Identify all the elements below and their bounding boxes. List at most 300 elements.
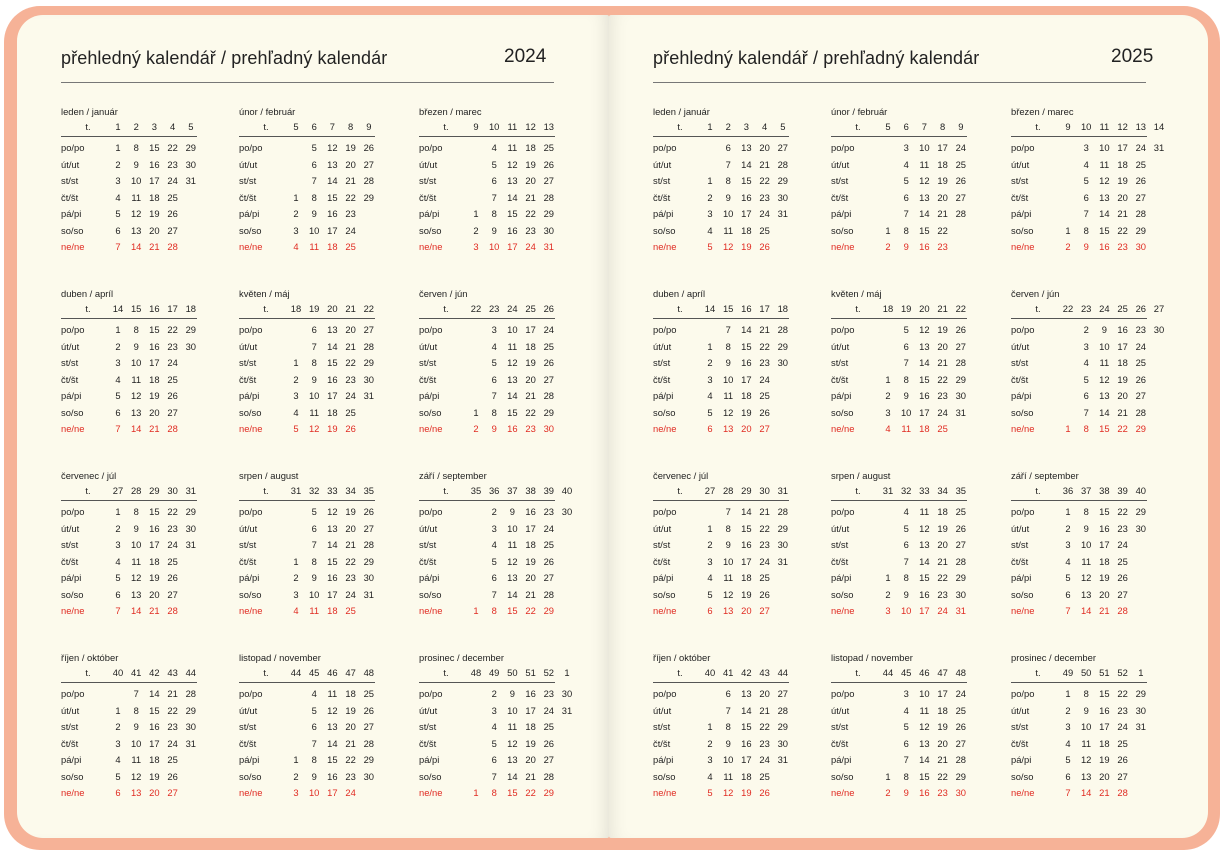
weekday-label: so/so [1011,224,1034,236]
day-number: 20 [525,754,536,765]
weekday-label: so/so [653,588,676,600]
weekday-row [419,324,579,337]
weekday-row [831,374,991,387]
day-number: 27 [363,721,375,732]
weekday-row [1011,423,1171,436]
weekday-row [1011,589,1171,602]
day-number: 27 [777,688,789,699]
weekday-label: ne/ne [653,787,677,798]
weekday-row [831,208,991,221]
weekday-row [831,423,991,436]
page-title: přehledný kalendář / prehľadný kalendár [61,48,388,68]
day-number: 20 [345,522,356,534]
day-number: 28 [1135,406,1147,418]
day-number: 25 [1135,158,1147,170]
day-number: 20 [525,572,536,583]
month-name: srpen / august [831,470,891,481]
weekday-label: út/ut [419,704,438,716]
day-number: 12 [130,390,142,401]
week-number: 21 [345,303,356,314]
day-number: 28 [1117,787,1128,798]
month-name: říjen / október [61,652,119,663]
week-number: 42 [149,667,160,678]
week-label: t. [85,303,91,314]
day-number: 25 [543,721,555,732]
week-number: 1 [707,121,713,132]
day-number: 14 [919,555,930,567]
day-number: 13 [1099,191,1110,203]
weekday-row [653,407,813,420]
day-number: 8 [491,787,497,798]
week-number-row [1011,303,1171,316]
day-number: 10 [722,555,734,567]
weekday-label: st/st [831,175,849,186]
weekday-label: čt/št [653,737,671,749]
weekday-row [61,192,221,205]
day-number: 28 [167,423,178,434]
day-number: 13 [327,158,338,170]
day-number: 10 [308,787,320,798]
week-label: t. [263,303,269,314]
weekday-label: pá/pi [419,754,440,765]
weekday-label: út/ut [419,158,438,170]
day-number: 20 [525,373,536,385]
week-number-row [1011,667,1171,680]
weekday-row [1011,523,1171,536]
week-number: 18 [777,303,789,314]
day-number: 27 [543,754,555,765]
weekday-label: pá/pi [831,208,852,219]
weekday-row [831,241,991,254]
weekday-label: st/st [419,175,437,186]
day-number: 7 [725,158,731,170]
month-name: červen / jún [1011,288,1060,299]
weekday-label: ne/ne [831,423,855,434]
weekday-label: út/ut [61,522,80,534]
day-number: 12 [919,324,930,335]
weekday-label: so/so [1011,770,1034,782]
day-number: 8 [133,142,139,153]
day-number: 16 [507,423,518,434]
day-number: 2 [473,423,479,434]
day-number: 30 [1135,241,1147,252]
month-divider [831,500,967,501]
week-number: 18 [185,303,197,314]
day-number: 6 [115,588,121,600]
weekday-label: út/ut [419,522,438,534]
month-name: září / september [419,470,487,481]
day-number: 13 [1080,588,1092,600]
day-number: 16 [919,390,930,401]
weekday-row [831,688,991,701]
week-number: 47 [937,667,948,678]
day-number: 18 [327,241,338,252]
day-number: 23 [167,721,178,732]
week-number: 18 [290,303,302,314]
left-page [17,15,609,838]
week-number: 18 [882,303,894,314]
day-number: 12 [919,175,930,186]
day-number: 22 [759,175,770,186]
week-number: 35 [470,485,482,496]
day-number: 29 [543,406,555,418]
day-number: 25 [759,572,770,583]
weekday-row [653,787,813,800]
day-number: 30 [185,522,197,534]
month-divider [1011,318,1147,319]
day-number: 25 [759,390,770,401]
day-number: 28 [955,357,967,368]
week-number-row [61,667,221,680]
day-number: 20 [149,224,160,236]
day-number: 14 [1099,208,1110,219]
week-number: 39 [543,485,555,496]
weekday-label: po/po [653,324,677,335]
weekday-row [653,688,813,701]
weekday-label: so/so [831,406,854,418]
weekday-row [61,241,221,254]
month-divider [239,500,375,501]
day-number: 8 [1083,423,1089,434]
weekday-label: ne/ne [1011,241,1035,252]
weekday-label: po/po [1011,506,1035,517]
day-number: 23 [1117,522,1128,534]
day-number: 20 [937,737,948,749]
day-number: 23 [937,241,948,252]
week-number-row [239,485,399,498]
weekday-label: po/po [1011,688,1035,699]
day-number: 13 [130,406,142,418]
weekday-row [653,241,813,254]
day-number: 2 [293,373,299,385]
day-number: 30 [1153,324,1165,335]
day-number: 9 [311,572,317,583]
day-number: 18 [937,506,948,517]
weekday-label: so/so [239,588,262,600]
day-number: 7 [311,340,317,352]
day-number: 27 [759,605,770,616]
day-number: 9 [1101,324,1107,335]
day-number: 11 [723,572,734,583]
day-number: 19 [937,522,948,534]
weekday-label: ne/ne [61,423,85,434]
day-number: 11 [131,373,142,385]
week-number: 2 [725,121,731,132]
day-number: 9 [903,588,909,600]
day-number: 28 [955,208,967,219]
week-number: 5 [885,121,891,132]
day-number: 19 [741,588,752,600]
day-number: 16 [1117,324,1128,335]
weekday-label: po/po [61,688,85,699]
day-number: 21 [1117,208,1128,219]
day-number: 1 [115,324,121,335]
weekday-label: út/ut [1011,340,1030,352]
day-number: 20 [741,423,752,434]
weekday-row [653,357,813,370]
weekday-label: so/so [1011,406,1034,418]
day-number: 25 [543,340,555,352]
week-number: 41 [722,667,734,678]
day-number: 18 [741,224,752,236]
weekday-label: po/po [239,688,263,699]
month-divider [61,318,197,319]
day-number: 8 [311,191,317,203]
week-number: 40 [112,667,124,678]
day-number: 3 [707,208,713,219]
weekday-row [239,539,399,552]
day-number: 8 [311,357,317,368]
day-number: 20 [937,340,948,352]
day-number: 21 [525,588,536,600]
day-number: 6 [707,605,713,616]
day-number: 20 [759,142,770,153]
day-number: 11 [723,224,734,236]
day-number: 26 [759,241,770,252]
week-number: 52 [543,667,555,678]
day-number: 6 [1083,390,1089,401]
day-number: 31 [1153,142,1165,153]
day-number: 1 [115,506,121,517]
week-number: 20 [919,303,930,314]
day-number: 22 [167,506,178,517]
week-number: 43 [167,667,178,678]
week-number: 51 [1099,667,1110,678]
day-number: 10 [722,754,734,765]
day-number: 18 [149,555,160,567]
weekday-row [419,341,579,354]
day-number: 9 [491,423,497,434]
weekday-label: po/po [419,142,443,153]
day-number: 9 [509,688,515,699]
week-number: 21 [937,303,948,314]
day-number: 2 [293,770,299,782]
day-number: 23 [167,158,178,170]
week-number: 35 [363,485,375,496]
weekday-label: út/ut [653,340,672,352]
day-number: 8 [1083,224,1089,236]
day-number: 5 [1065,572,1071,583]
day-number: 3 [707,373,713,385]
day-number: 15 [741,340,752,352]
day-number: 21 [345,340,356,352]
week-number: 3 [151,121,157,132]
day-number: 12 [1080,754,1092,765]
day-number: 7 [311,539,317,550]
weekday-label: pá/pi [61,572,82,583]
day-number: 12 [722,588,734,600]
day-number: 26 [543,737,555,749]
day-number: 11 [131,754,142,765]
day-number: 4 [491,539,497,550]
week-number: 33 [327,485,338,496]
day-number: 2 [491,506,497,517]
day-number: 17 [327,588,338,600]
day-number: 22 [937,224,948,236]
day-number: 3 [115,737,121,749]
weekday-row [831,142,991,155]
weekday-row [831,159,991,172]
weekday-label: so/so [653,224,676,236]
weekday-row [1011,159,1171,172]
day-number: 12 [1099,175,1110,186]
day-number: 19 [149,208,160,219]
weekday-label: pá/pi [419,208,440,219]
day-number: 19 [1117,175,1128,186]
month-divider [1011,682,1147,683]
weekday-row [419,192,579,205]
week-number: 11 [507,121,518,132]
day-number: 9 [1083,241,1089,252]
day-number: 1 [885,572,891,583]
day-number: 29 [543,605,555,616]
week-number-row [653,121,813,134]
week-label: t. [1035,303,1041,314]
weekday-row [239,738,399,751]
day-number: 5 [311,142,317,153]
week-label: t. [855,485,861,496]
day-number: 1 [885,373,891,385]
day-number: 10 [1099,142,1110,153]
day-number: 11 [1081,555,1092,567]
weekday-row [653,572,813,585]
weekday-row [653,771,813,784]
weekday-row [419,688,579,701]
day-number: 22 [167,142,178,153]
day-number: 27 [1135,191,1147,203]
day-number: 7 [115,423,121,434]
weekday-row [653,159,813,172]
week-number: 26 [543,303,555,314]
day-number: 28 [543,390,555,401]
day-number: 3 [491,522,497,534]
weekday-row [1011,357,1171,370]
weekday-row [239,556,399,569]
day-number: 5 [115,208,121,219]
day-number: 20 [149,406,160,418]
day-number: 6 [491,373,497,385]
day-number: 3 [115,539,121,550]
day-number: 10 [130,175,142,186]
weekday-row [239,159,399,172]
weekday-row [61,423,221,436]
day-number: 21 [759,704,770,716]
week-number-row [61,303,221,316]
weekday-label: čt/št [419,737,437,749]
day-number: 22 [525,406,536,418]
week-number: 10 [488,121,500,132]
day-number: 17 [1099,721,1110,732]
day-number: 12 [722,787,734,798]
weekday-row [831,341,991,354]
weekday-label: út/ut [419,340,438,352]
day-number: 4 [115,373,121,385]
weekday-row [653,523,813,536]
day-number: 18 [525,142,536,153]
week-number: 1 [1138,667,1144,678]
day-number: 19 [345,142,356,153]
week-number: 36 [488,485,500,496]
month-divider [61,682,197,683]
day-number: 7 [115,605,121,616]
weekday-row [653,324,813,337]
weekday-row [831,175,991,188]
day-number: 31 [185,539,197,550]
day-number: 31 [363,588,375,600]
day-number: 9 [133,721,139,732]
weekday-row [831,738,991,751]
day-number: 31 [363,390,375,401]
weekday-row [653,556,813,569]
month-divider [419,136,555,137]
week-number: 27 [1153,303,1165,314]
week-label: t. [677,485,683,496]
week-number-row [61,121,221,134]
week-label: t. [443,667,449,678]
weekday-row [419,159,579,172]
day-number: 22 [1117,423,1128,434]
day-number: 18 [149,373,160,385]
weekday-label: čt/št [1011,737,1029,749]
weekday-label: st/st [653,539,671,550]
day-number: 26 [1135,175,1147,186]
day-number: 5 [293,423,299,434]
week-number-row [653,485,813,498]
day-number: 19 [149,572,160,583]
weekday-label: pá/pi [419,390,440,401]
day-number: 25 [955,158,967,170]
day-number: 25 [1117,737,1128,749]
day-number: 11 [1099,158,1110,170]
weekday-label: so/so [239,224,262,236]
day-number: 29 [1135,688,1147,699]
day-number: 22 [345,754,356,765]
weekday-row [419,605,579,618]
day-number: 9 [133,522,139,534]
week-number: 13 [1135,121,1147,132]
month-divider [1011,500,1147,501]
weekday-label: pá/pi [239,572,260,583]
weekday-row [1011,506,1171,519]
day-number: 7 [903,754,909,765]
day-number: 3 [293,224,299,236]
weekday-row [61,225,221,238]
weekday-label: ne/ne [239,605,263,616]
day-number: 27 [363,158,375,170]
day-number: 5 [115,390,121,401]
day-number: 24 [1117,539,1128,550]
day-number: 8 [311,754,317,765]
weekday-row [831,192,991,205]
month-divider [61,500,197,501]
day-number: 23 [759,737,770,749]
day-number: 9 [311,373,317,385]
weekday-row [61,705,221,718]
day-number: 7 [725,704,731,716]
day-number: 5 [903,175,909,186]
day-number: 6 [311,158,317,170]
day-number: 17 [525,324,536,335]
week-number-row [239,667,399,680]
weekday-row [831,357,991,370]
day-number: 2 [1065,522,1071,534]
day-number: 13 [919,340,930,352]
day-number: 8 [491,406,497,418]
month-name: duben / apríl [653,288,706,299]
day-number: 30 [777,191,789,203]
day-number: 29 [185,324,197,335]
day-number: 7 [903,357,909,368]
